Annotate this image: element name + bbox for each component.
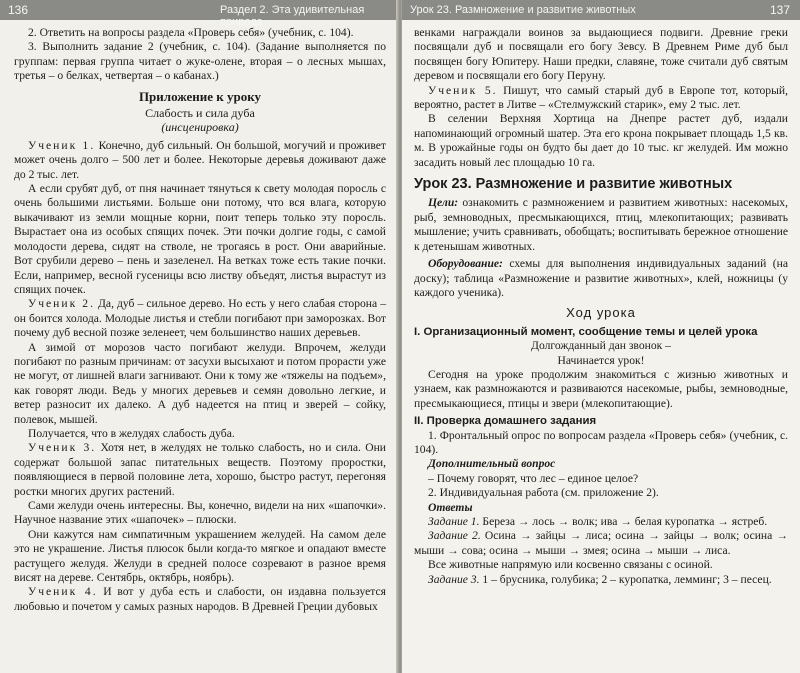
pupil-2-text: Да, дуб – сильное дерево. Но есть у него слабая сторона – он боится холода. Молодые листья и стебли погибают при заморозках. Вот почему дуб весной позже зеленеет, чем большинство наших деревьев. bbox=[14, 297, 386, 340]
task-2-answer bbox=[414, 529, 788, 558]
right-page-number: 137 bbox=[769, 3, 790, 17]
goals-label: Цели: bbox=[428, 196, 459, 210]
stump-paragraph: А если срубят дуб, от пня начинает тянуться к свету молодая поросль с очень большими листьями. Больше они потому, что вся влага, которую выкачивают из земли мощные корни, поит теперь только эту поросль. Вырастает она из особых спящих почек. Эти почки долгие годы, с самой молодости дерева, сидят на стволе, не трогаясь в рост. Они аварийные. Вот срубили дерево – пень и зазеленел. На ветках тоже есть такие почки. Если, например, весной гусеницы всю листву объедят, листья вырастут из спящих почек. bbox=[14, 182, 386, 296]
pupil-3-text: Хотя нет, в желудях не только слабость, но и сила. Они содержат большой запас питательных веществ. Поэтому проростки, появляющиеся в первой половине лета, хорошо, быстро растут, перегоняя ростки многих других растений. bbox=[14, 441, 386, 498]
pupil-4-role: Ученик 4. bbox=[28, 585, 98, 599]
task-3-label: Задание 3. bbox=[428, 572, 480, 586]
task-2: 2. Ответить на вопросы раздела «Проверь себя» (учебник, с. 104). bbox=[28, 26, 354, 39]
pupil-5-role: Ученик 5. bbox=[428, 83, 498, 97]
goals-paragraph bbox=[414, 196, 788, 254]
pupil-1-line bbox=[14, 139, 386, 182]
task-1-label: Задание 1. bbox=[428, 515, 480, 528]
weakness-paragraph: Получается, что в желудях слабость дуба. bbox=[28, 426, 235, 440]
equipment-text: схемы для выполнения индивидуальных заданий (на доску); таблица «Размножение и развитие животных», клей, ножницы (у каждого ученика). bbox=[414, 257, 788, 299]
left-page bbox=[0, 0, 398, 673]
task-3: 3. Выполнить задание 2 (учебник, с. 104). (Задание выполняется по группам: первая группа читает о жуке-олене, вторая – о лесных мышах, третья – о белках, четвертая – о кабанах.) bbox=[14, 40, 386, 83]
appendix-title: Приложение к уроку bbox=[138, 88, 262, 104]
left-page-header bbox=[0, 0, 398, 28]
pupil-2-line bbox=[14, 297, 386, 340]
task-1-text: Береза → лось → волк; ива → белая куропатка → ястреб. bbox=[482, 515, 768, 528]
khortitsa-paragraph: В селении Верхняя Хортица на Днепре растет дуб, издали напоминающий огромный шатер. Эта его крона покрывает площадь 1,5 кв. м. В урожайные годы он будто бы дает до 10 тыс. кг желудей. Им можно засадить новый лес площадью 10 га. bbox=[414, 112, 788, 169]
right-page-content bbox=[414, 26, 788, 587]
individual-work: 2. Индивидуальная работа (см. приложение 2). bbox=[428, 486, 659, 500]
task-3-answer bbox=[414, 573, 788, 587]
continued-paragraph: венками награждали воинов за выдающиеся подвиги. Древние греки посвящали дуб и посвящали его богу Зевсу. В Древнем Риме дуб был посвящен богу Юпитеру. Наши предки, славяне, тоже считали дуб святым деревом и посвящали его богу Перуну. bbox=[414, 26, 788, 83]
equipment-label: Оборудование: bbox=[428, 257, 503, 271]
course-title: Ход урока bbox=[566, 305, 636, 321]
left-page-number: 136 bbox=[8, 3, 29, 17]
right-page-header bbox=[402, 0, 800, 20]
bell-line-2: Начинается урок! bbox=[557, 353, 645, 367]
pupil-1-text: Конечно, дуб сильный. Он большой, могучий и проживет может очень долго – 500 лет и более. Некоторые деревья доживают даже до 2 тыс. лет. bbox=[14, 138, 386, 181]
task-2-label: Задание 2. bbox=[428, 529, 481, 543]
section-2-heading: II. Проверка домашнего задания bbox=[414, 415, 597, 428]
pupil-4-line bbox=[14, 585, 386, 614]
left-header-title: Раздел 2. Эта удивительная природа bbox=[220, 4, 365, 28]
play-subtitle: (инсценировка) bbox=[161, 120, 239, 135]
intro-paragraph: Сегодня на уроке продолжим знакомиться с жизнью животных и узнаем, как размножаются и развиваются насекомые, рыбы, земноводные, пресмыкающиеся, птицы и звери (млекопитающие). bbox=[414, 367, 788, 410]
pupil-2-role: Ученик 2. bbox=[28, 297, 95, 311]
answers-label: Ответы bbox=[428, 500, 473, 514]
acorns-paragraph: А зимой от морозов часто погибают желуди. Впрочем, желуди погибают по разным причинам: от засухи высыхают и потом прорасти уже не могут, от лишней влаги загнивают. Они к тому же «тяжелы на подъем», как говорят люди. Ведь у многих деревьев и семян довольно легкие, и ветер разносит их далеко. А дуб надеется на птиц и зверей – сойку, полевок, мышей. bbox=[14, 340, 386, 426]
task-3-text: 1 – брусника, голубика; 2 – куропатка, лемминг; 3 – песец. bbox=[482, 572, 772, 586]
play-title: Слабость и сила дуба bbox=[145, 106, 255, 121]
pupil-4-text: И вот у дуба есть и слабости, он издавна пользуется любовью и почетом у самых разных народов. В Древней Греции дубовых bbox=[14, 585, 386, 613]
caps-paragraph: Сами желуди очень интересны. Вы, конечно, видели на них «шапочки». Научное название этих «шапочек» – плюски. bbox=[14, 499, 386, 527]
conclusion: Все животные напрямую или косвенно связаны с осиной. bbox=[428, 558, 713, 572]
right-page bbox=[402, 0, 800, 673]
extra-question-label: Дополнительный вопрос bbox=[428, 457, 556, 471]
pupil-1-role: Ученик 1. bbox=[28, 138, 96, 152]
pupil-3-line bbox=[14, 441, 386, 499]
pupil-5-text: Пишут, что самый старый дуб в Европе тот, который, вероятно, растет в Литве – «Стелмужский старик», ему 2 тыс. лет. bbox=[414, 83, 788, 112]
pupil-5-line bbox=[414, 84, 788, 113]
task-1-answer bbox=[414, 515, 788, 529]
frontal-survey: 1. Фронтальный опрос по вопросам раздела «Проверь себя» (учебник, с. 104). bbox=[414, 428, 788, 456]
lesson-title: Урок 23. Размножение и развитие животных bbox=[414, 176, 733, 193]
left-page-content bbox=[14, 26, 386, 614]
goals-text: ознакомить с размножением и развитием животных: насекомых, рыб, земноводных, пресмыкающихся, птиц, млекопитающих; развивать мышление; учить сравнивать, обобщать; воспитывать бережное отношение к детенышам животных. bbox=[414, 196, 789, 253]
cupule-paragraph: Они кажутся нам симпатичным украшением желудей. На самом деле это не украшение. Листья плюсок были когда-то мягкое и опадают вместе растущего желудя. Желуди в средней полосе созревают в разное время висят на дереве. Сентябрь, октябрь, ноябрь). bbox=[14, 527, 386, 585]
extra-question: – Почему говорят, что лес – единое целое? bbox=[428, 471, 639, 485]
right-header-title: Урок 23. Размножение и развитие животных bbox=[410, 4, 636, 16]
task-2-text: Осина → зайцы → лиса; осина → зайцы → волк; осина → мыши → сова; осина → мыши → змея; осина → мыши → лиса. bbox=[414, 529, 788, 557]
pupil-3-role: Ученик 3. bbox=[28, 441, 97, 455]
bell-line-1: Долгожданный дан звонок – bbox=[531, 339, 671, 353]
equipment-paragraph bbox=[414, 257, 788, 300]
section-1-heading: I. Организационный момент, сообщение темы и целей урока bbox=[414, 325, 758, 338]
